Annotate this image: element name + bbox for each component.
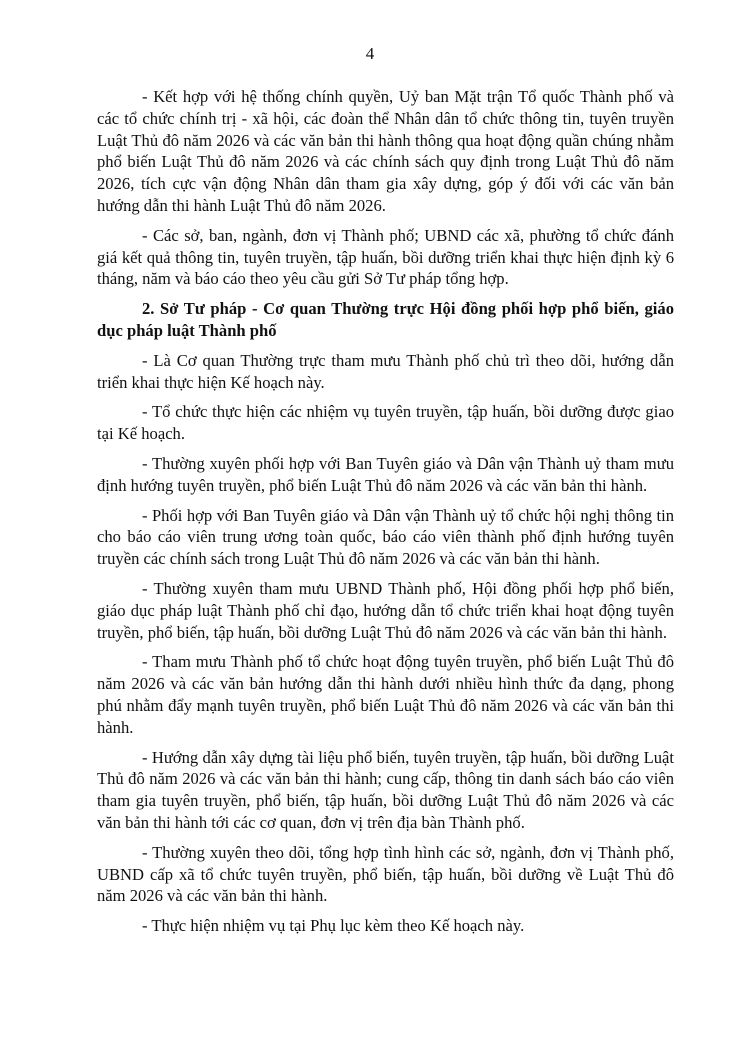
paragraph-evaluation: - Các sở, ban, ngành, đơn vị Thành phố; UBND các xã, phường tổ chức đánh giá kết quả thông tin, tuyên truyền, tập huấn, bồi dưỡng triển khai thực hiện định kỳ 6 tháng, năm và báo cáo theo yêu cầu gửi Sở Tư pháp tổng hợp. [97, 225, 674, 289]
paragraph-item: - Thường xuyên phối hợp với Ban Tuyên giáo và Dân vận Thành uỷ tham mưu định hướng tuyên truyền, phổ biến Luật Thủ đô năm 2026 và các văn bản thi hành. [97, 453, 674, 495]
paragraph-item: - Tham mưu Thành phố tổ chức hoạt động tuyên truyền, phổ biến Luật Thủ đô năm 2026 và các văn bản hướng dẫn thi hành dưới nhiều hình thức đa dạng, phong phú nhằm đẩy mạnh tuyên truyền, phổ biến Luật Thủ đô năm 2026 và các văn bản thi hành. [97, 652, 674, 737]
paragraph-coordination: - Kết hợp với hệ thống chính quyền, Uỷ ban Mặt trận Tổ quốc Thành phố và các tổ chức chính trị - xã hội, các đoàn thể Nhân dân tổ chức thông tin, tuyên truyền Luật Thủ đô năm 2026 và các văn bản thi hành thông qua hoạt động quần chúng nhằm phổ biến Luật Thủ đô năm 2026 và các chính sách quy định trong Luật Thủ đô năm 2026, tích cực vận động Nhân dân tham gia xây dựng, góp ý đối với các văn bản hướng dẫn thi hành Luật Thủ đô năm 2026. [97, 87, 674, 215]
section-heading: 2. Sở Tư pháp - Cơ quan Thường trực Hội đồng phối hợp phổ biến, giáo dục pháp luật Thành phố [97, 299, 674, 340]
paragraph-item: - Tổ chức thực hiện các nhiệm vụ tuyên truyền, tập huấn, bồi dưỡng được giao tại Kế hoạch. [97, 402, 674, 444]
paragraph-item: - Hướng dẫn xây dựng tài liệu phổ biến, tuyên truyền, tập huấn, bồi dưỡng Luật Thủ đô năm 2026 và các văn bản thi hành; cung cấp, thông tin danh sách báo cáo viên tham gia tuyên truyền, phổ biến, tập huấn, bồi dưỡng Luật Thủ đô năm 2026 và các văn bản thi hành tới các cơ quan, đơn vị trên địa bàn Thành phố. [97, 747, 674, 832]
paragraph-item: - Thực hiện nhiệm vụ tại Phụ lục kèm theo Kế hoạch này. [142, 916, 525, 936]
paragraph-item: - Thường xuyên tham mưu UBND Thành phố, Hội đồng phối hợp phổ biến, giáo dục pháp luật Thành phố chỉ đạo, hướng dẫn tổ chức triển khai hoạt động tuyên truyền, phổ biến, tập huấn, bồi dưỡng Luật Thủ đô năm 2026 và các văn bản thi hành. [97, 578, 674, 642]
paragraph-item: - Phối hợp với Ban Tuyên giáo và Dân vận Thành uỷ tổ chức hội nghị thông tin cho báo cáo viên trung ương toàn quốc, báo cáo viên thành phố định hướng tuyên truyền các chính sách trong Luật Thủ đô năm 2026 và các văn bản thi hành. [97, 505, 674, 569]
paragraph-item: - Thường xuyên theo dõi, tổng hợp tình hình các sở, ngành, đơn vị Thành phố, UBND cấp xã tổ chức tuyên truyền, phổ biến, tập huấn, bồi dưỡng về Luật Thủ đô năm 2026 và các văn bản thi hành. [97, 842, 674, 906]
page-number: 4 [365, 44, 375, 63]
document-body [97, 86, 674, 945]
paragraph-item: - Là Cơ quan Thường trực tham mưu Thành phố chủ trì theo dõi, hướng dẫn triển khai thực hiện Kế hoạch này. [97, 350, 674, 392]
